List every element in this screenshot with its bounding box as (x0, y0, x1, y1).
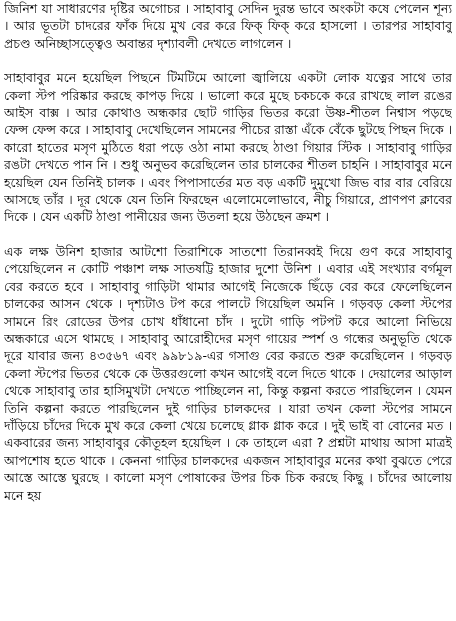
paragraph-2: সাহাবাবুর মনে হয়েছিল পিছনে টিমটিমে আলো জ্বালিয়ে একটা লোক যত্নের সাথে তার কেলা স্টপ পরিষ্কার করছে কাপড় দিয়ে । ভালো করে মুছে চকচকে করে রাখছে লাল রঙের আইস বাক্স । আর কোথাও অন্ধকার ছোট গাড়ির ভিতর করো উষ্ণ-শীতল নিশ্বাস পড়ছে ফেন্স ফেন্স করে । সাহাবাবু দেখেছিলেন সামনের পীচের রাস্তা এঁকে বেঁকে ছুটছে পিছন দিকে । কারো হাতের মসৃণ মুঠিতে ধরা পড়ে ওঠা নামা করছে ঠাণ্ডা গিয়ার স্টিক । সাহাবাবু গাড়ির রঙটা দেখতে পান নি । শুধু অনুভব করেছিলেন তার চালকের শীতল চাহনি । সাহাবাবুর মনে হয়েছিল যেন তিনিই চালক । এবং পিপাসার্তের মত বড় একটি দুমুখো জিভ বার বার বেরিয়ে আসছে তাঁর । দূর থেকে যেন তিনি ফিরছেন এলোমেলোভাবে, নীচু গিয়ারে, প্রাণপণ ক্লাবের দিকে । যেন একটি ঠাণ্ডা পানীয়ের জন্য উতলা হয়ে উঠছেন ক্রমশ । (4, 70, 452, 225)
document-page (4, 0, 452, 621)
paragraph-1: জিনিশ যা সাধারণের দৃষ্টির অগোচর । সাহাবাবু সেদিন দুরন্ত ভাবে অংকটা কষে পেলেন শূন্য । আর ভূতটা চাদরের ফাঁক দিয়ে মুখ বের করে ফিক্ ফিক্ করে হাসলো । তারপর সাহাবাবু প্রচণ্ড অনিচ্ছাসত্ত্বেও অবান্তর দৃশ্যাবলী দেখতে লাগলেন । (4, 1, 452, 51)
paragraph-3: এক লক্ষ উনিশ হাজার আটশো তিরাশিকে সাতশো তিরানব্বই দিয়ে গুণ করে সাহাবাবু পেয়েছিলেন ন কোটি পঞ্চাশ লক্ষ সাতষট্টি হাজার দুশো উনিশ । এবার এই সংখ্যার বর্গমূল বের করতে হবে । সাহাবাবু গাড়িটা থামার আগেই নিজেকে ছিঁড়ে বের করে ফেলেছিলেন চালকের আসন থেকে । দৃশ্যটাও টপ করে পালটে গিয়েছিল অমনি । গড়বড় কেলা স্টপের সামনে রিং রোডের উপর চোখ ধাঁধানো চাঁদ । দুটো গাড়ি পটপট করে আলো নিভিয়ে অন্ধকারে এসে থামছে । সাহাবাবু আরোহীদের মসৃণ গায়ের স্পর্শ ও গন্ধের অনুভূতি থেকে দূরে যাবার জন্য ৪৩৫৬৭ এবং ৯৯৮১৯-এর গসাগু বের করতে শুরু করেছিলেন । গড়বড় কেলা স্টপের ভিতর থেকে কে উত্তরগুলো কখন আগেই বলে দিতে থাকে । দেয়ালের আড়াল থেকে সাহাবাবু তার হাসিমুখটা দেখতে পাচ্ছিলেন না, কিন্তু কল্পনা করতে পারছিলেন । যেমন তিনি কল্পনা করতে পারছিলেন দুই গাড়ির চালকদের । যারা তখন কেলা স্টপের সামনে দাঁড়িয়ে চাঁদের দিকে মুখ করে কেলা খেয়ে চলেছে গ্লাক গ্লাক করে । দুই ভাই বা বোনের মত । একবারের জন্য সাহাবাবুর কৌতূহল হয়েছিল । কে তাহলে এরা ? প্রশ্নটা মাথায় আসা মাত্রই আপশোষ হতে থাকে । কেননা গাড়ির চালকদের একজন সাহাবাবুর মনের কথা বুঝতে পেরে আস্তে আস্তে ঘুরছে । কালো মসৃণ পোষাকের উপর চিক চিক করছে কিছু । চাঁদের আলোয় মনে হয় (4, 243, 452, 503)
